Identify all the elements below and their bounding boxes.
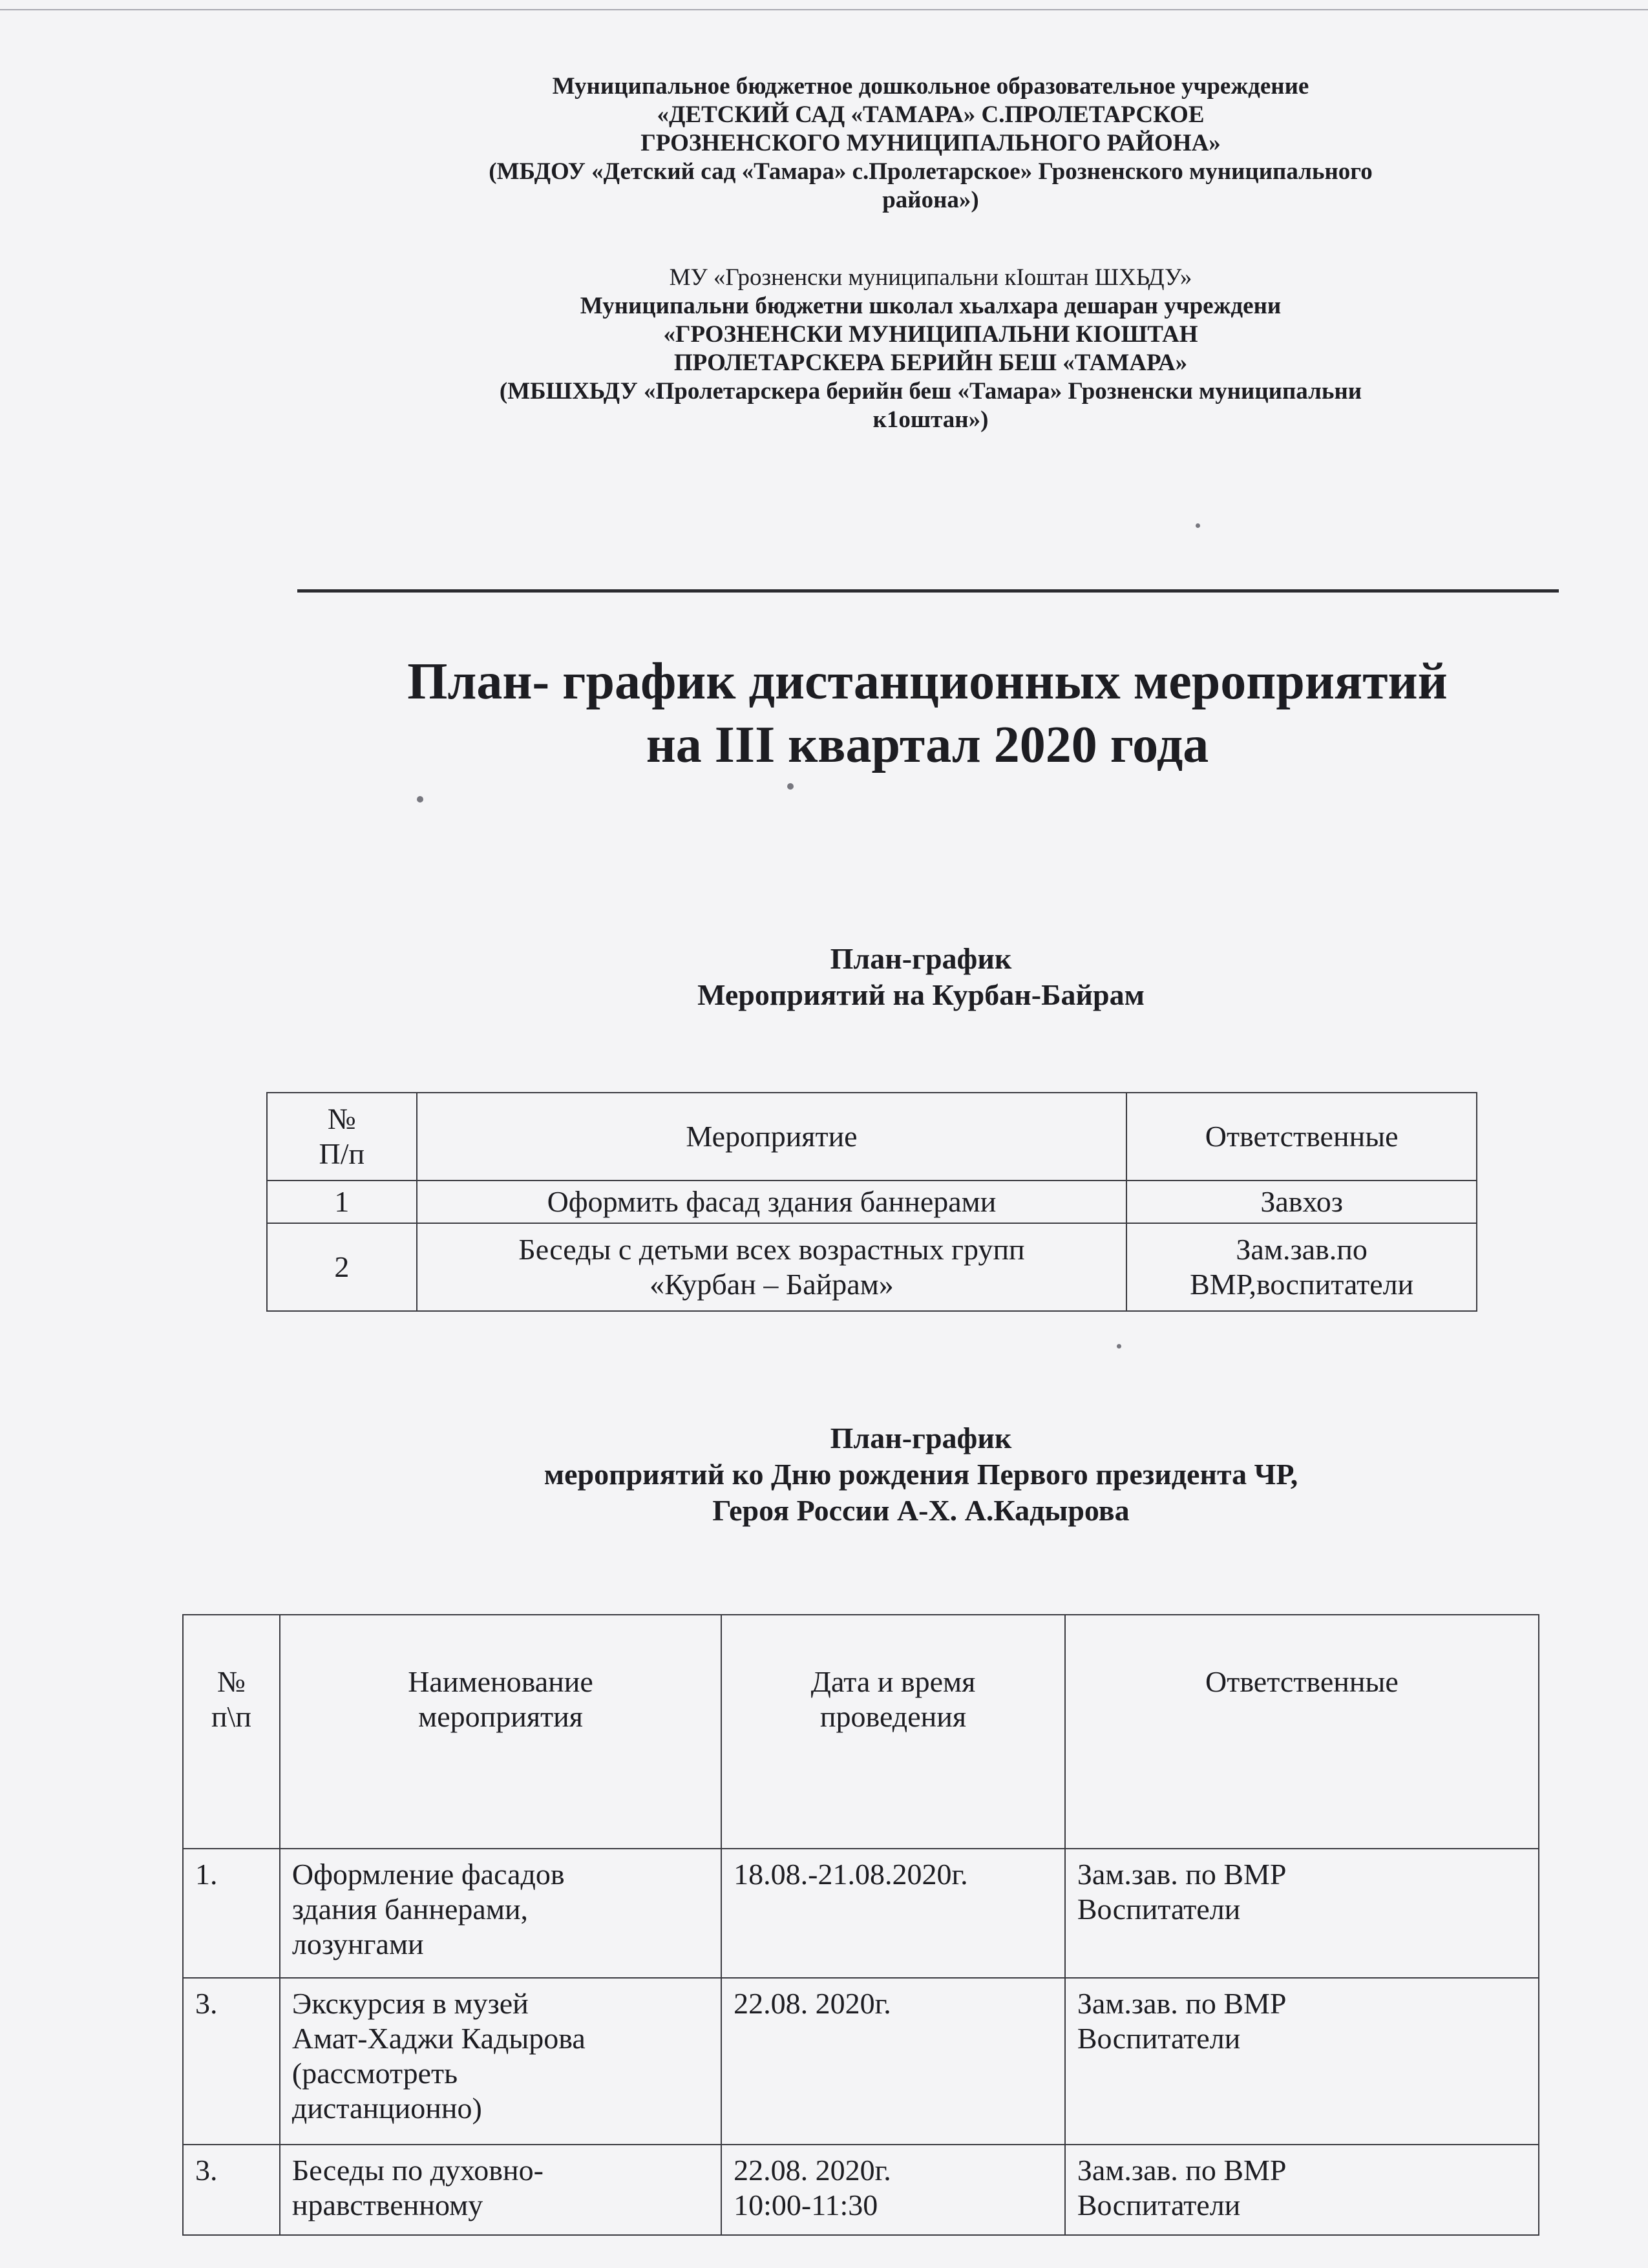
header-ru-line: Муниципальное бюджетное дошкольное образовательное учреждение [552, 73, 1309, 100]
page-top-edge [0, 9, 1648, 10]
section2-title-line: Героя России А-Х. А.Кадырова [712, 1494, 1130, 1527]
header-ce-line: Муниципальни бюджетни школал хьалхара дешаран учреждени [580, 293, 1282, 319]
header-ce-line: МУ «Грозненски муниципальни кIоштан ШХЬДУ» [669, 264, 1192, 291]
header-russian [297, 72, 1564, 215]
table-cell: Экскурсия в музей Амат-Хаджи Кадырова (рассмотреть дистанционно) [280, 1978, 721, 2145]
table-cell: 3. [183, 2145, 280, 2235]
section1-title-line: Мероприятий на Курбан-Байрам [697, 978, 1145, 1011]
section2-title-line: План-график [830, 1422, 1012, 1454]
birthday-events-table [182, 1614, 1539, 2236]
table-cell: 1. [183, 1849, 280, 1978]
table-cell: 2 [267, 1223, 417, 1311]
header-chechen [297, 264, 1564, 434]
table-cell: Завхоз [1126, 1181, 1477, 1223]
header-divider [297, 589, 1559, 593]
table-cell: Зам.зав. по ВМР Воспитатели [1065, 1978, 1539, 2145]
table-header-cell: Мероприятие [417, 1093, 1127, 1181]
table-header-cell: Дата и время проведения [721, 1615, 1065, 1849]
table-cell: Зам.зав. по ВМР Воспитатели [1065, 2145, 1539, 2235]
table-header-cell: Ответственные [1065, 1615, 1539, 1849]
header-ce-line: (МБШХЬДУ «Пролетарскера берийн беш «Тамара» Грозненски муниципальни [499, 378, 1362, 404]
section1-title [259, 941, 1583, 1013]
header-ru-line: района») [882, 187, 979, 213]
header-ru-line: ГРОЗНЕНСКОГО МУНИЦИПАЛЬНОГО РАЙОНА» [640, 130, 1221, 156]
table-cell: Зам.зав.по ВМР,воспитатели [1126, 1223, 1477, 1311]
section2-title-line: мероприятий ко Дню рождения Первого президента ЧР, [544, 1458, 1298, 1491]
scan-speck [1117, 1344, 1121, 1349]
scan-speck [787, 783, 794, 790]
table-cell: Зам.зав. по ВМР Воспитатели [1065, 1849, 1539, 1978]
table-cell: Беседы с детьми всех возрастных групп «Курбан – Байрам» [417, 1223, 1127, 1311]
table-cell: Оформить фасад здания баннерами [417, 1181, 1127, 1223]
table-cell: Оформление фасадов здания баннерами, лозунгами [280, 1849, 721, 1978]
table-cell: 3. [183, 1978, 280, 2145]
table-header-cell: Ответственные [1126, 1093, 1477, 1181]
document-title [297, 650, 1558, 777]
table-cell: 22.08. 2020г. [721, 1978, 1065, 2145]
table-header-cell: № п\п [183, 1615, 280, 1849]
header-ce-line: ПРОЛЕТАРСКЕРА БЕРИЙН БЕШ «ТАМАРА» [673, 350, 1188, 376]
title-line: на III квартал 2020 года [646, 717, 1209, 773]
table-cell: 18.08.-21.08.2020г. [721, 1849, 1065, 1978]
section1-title-line: План-график [830, 942, 1012, 975]
scan-speck [1196, 523, 1200, 528]
title-line: План- график дистанционных мероприятий [407, 653, 1448, 710]
table-cell: 22.08. 2020г. 10:00-11:30 [721, 2145, 1065, 2235]
header-ce-line: к1оштан») [872, 406, 989, 433]
scan-speck [417, 796, 423, 803]
section2-title [259, 1420, 1583, 1529]
table-header-cell: № П/п [267, 1093, 417, 1181]
table-cell: 1 [267, 1181, 417, 1223]
table-header-cell: Наименование мероприятия [280, 1615, 721, 1849]
table-cell: Беседы по духовно- нравственному [280, 2145, 721, 2235]
header-ru-line: «ДЕТСКИЙ САД «ТАМАРА» С.ПРОЛЕТАРСКОЕ [657, 101, 1205, 128]
header-ce-line: «ГРОЗНЕНСКИ МУНИЦИПАЛЬНИ КIОШТАН [663, 321, 1198, 348]
kurban-bayram-table [266, 1092, 1477, 1312]
header-ru-line: (МБДОУ «Детский сад «Тамара» с.Пролетарское» Грозненского муниципального [489, 158, 1373, 185]
